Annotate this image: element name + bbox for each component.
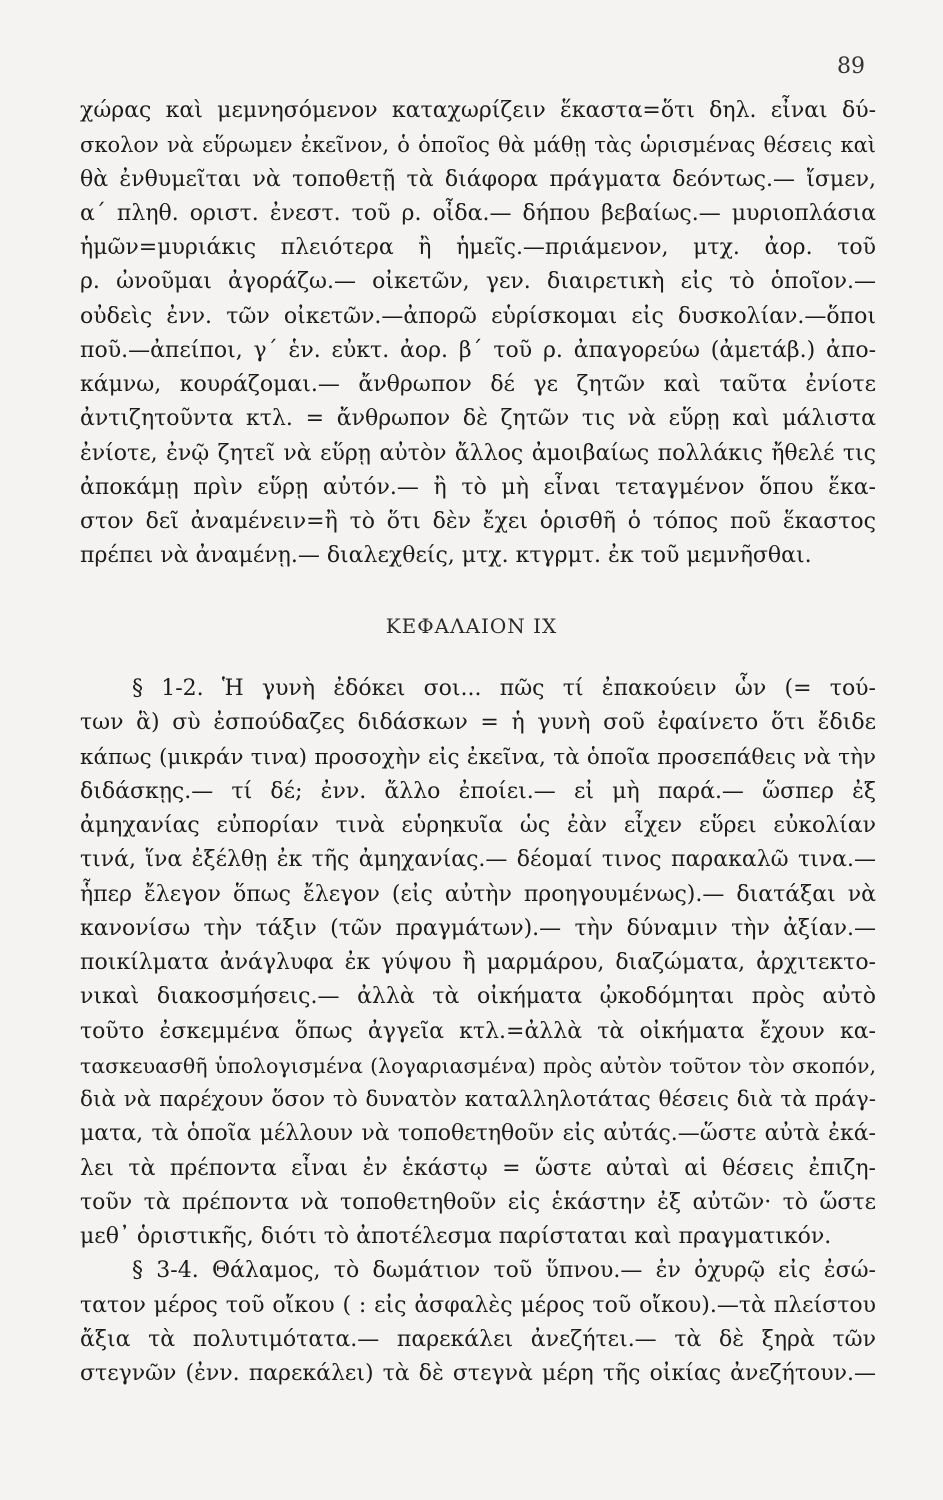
text-line: μεθ᾽ ὁριστικῆς, διότι τὸ ἀποτέλεσμα παρίσταται καὶ πραγματικόν. (80, 1224, 832, 1249)
text-line: ἀντιζητοῦντα κτλ. = ἄνθρωπον δὲ ζητῶν τις νὰ εὕρῃ καὶ μάλιστα (80, 406, 876, 432)
page-number: 89 (837, 54, 865, 79)
text-line: διὰ νὰ παρέχουν ὅσον τὸ δυνατὸν καταλληλοτάτας θέσεις διὰ τὰ πράγ- (80, 1087, 876, 1112)
text-line: § 3-4. Θάλαμος, τὸ δωμάτιον τοῦ ὕπνου.— ἐν ὀχυρῷ εἰς ἐσώ- (132, 1258, 876, 1284)
text-line: ἧπερ ἔλεγον ὅπως ἔλεγον (εἰς αὐτὴν προηγουμένως).— διατάξαι νὰ (80, 881, 876, 907)
text-line: πρέπει νὰ ἀναμένῃ.— διαλεχθείς, μτχ. κτγρμτ. ἐκ τοῦ μεμνῆσθαι. (80, 543, 812, 569)
text-line: κάπως (μικράν τινα) προσοχὴν εἰς ἐκεῖνα, τὰ ὁποῖα προσεπάθεις νὰ τὴν (80, 744, 876, 770)
text-line: τοῦν τὰ πρέποντα νὰ τοποθετηθοῦν εἰς ἑκάστην ἐξ αὐτῶν· τὸ ὥστε (80, 1189, 876, 1215)
text-line: τατον μέρος τοῦ οἴκου ( : εἰς ἀσφαλὲς μέρος τοῦ οἴκου).—τὰ πλείστου (80, 1292, 876, 1318)
text-line: ποῦ.—ἀπείποι, γ΄ ἑν. εὐκτ. ἀορ. β΄ τοῦ ρ. ἀπαγορεύω (ἀμετάβ.) ἀπο- (80, 337, 876, 363)
text-line: ποικίλματα ἀνάγλυφα ἐκ γύψου ἢ μαρμάρου, διαζώματα, ἀρχιτεκτο- (80, 950, 876, 975)
text-line: στον δεῖ ἀναμένειν=ἢ τὸ ὅτι δὲν ἔχει ὁρισθῆ ὁ τόπος ποῦ ἕκαστος (80, 509, 876, 534)
commentary-block-1 (80, 94, 876, 574)
text-line: των ἃ) σὺ ἐσπούδαζες διδάσκων = ἡ γυνὴ σοῦ ἐφαίνετο ὅτι ἔδιδε (80, 710, 876, 736)
text-line: χώρας καὶ μεμνησόμενον καταχωρίζειν ἕκαστα=ὅτι δηλ. εἶναι δύ- (80, 98, 876, 123)
text-line: θὰ ἐνθυμεῖται νὰ τοποθετῇ τὰ διάφορα πράγματα δεόντως.— ἴσμεν, (80, 166, 876, 192)
text-line: σκολον νὰ εὕρωμεν ἐκεῖνον, ὁ ὁποῖος θὰ μάθῃ τὰς ὡρισμένας θέσεις καὶ (80, 133, 876, 158)
text-line: ἡμῶν=μυριάκις πλειότερα ἢ ἡμεῖς.—πριάμενον, μτχ. ἀορ. τοῦ (80, 235, 876, 260)
text-line: α΄ πληθ. οριστ. ἐνεστ. τοῦ ρ. οἶδα.— δήπου βεβαίως.— μυριοπλάσια (80, 200, 876, 226)
text-line: κανονίσω τὴν τάξιν (τῶν πραγμάτων).— τὴν δύναμιν τὴν ἀξίαν.— (80, 915, 876, 941)
text-line: τοῦτο ἐσκεμμένα ὅπως ἀγγεῖα κτλ.=ἀλλὰ τὰ οἰκήματα ἔχουν κα- (80, 1018, 876, 1044)
text-line: τασκευασθῆ ὑπολογισμένα (λογαριασμένα) πρὸς αὐτὸν τοῦτον τὸν σκοπόν, (80, 1053, 876, 1078)
text-line: λει τὰ πρέποντα εἶναι ἐν ἑκάστῳ = ὥστε αὐταὶ αἱ θέσεις ἐπιζη- (80, 1155, 876, 1181)
text-line: κάμνω, κουράζομαι.— ἄνθρωπον δέ γε ζητῶν καὶ ταῦτα ἐνίοτε (80, 372, 876, 397)
text-line: ρ. ὠνοῦμαι ἀγοράζω.— οἰκετῶν, γεν. διαιρετικὴ εἰς τὸ ὁποῖον.— (80, 269, 876, 295)
text-line: τινά, ἵνα ἐξέλθῃ ἐκ τῆς ἀμηχανίας.— δέομαί τινος παρακαλῶ τινα.— (80, 847, 876, 873)
text-line: διδάσκῃς.— τί δέ; ἐνν. ἄλλο ἐποίει.— εἰ μὴ παρά.— ὥσπερ ἐξ (80, 778, 876, 804)
text-line: ἀποκάμῃ πρὶν εὕρῃ αὐτόν.— ἢ τὸ μὴ εἶναι τεταγμένον ὅπου ἕκα- (80, 474, 876, 500)
text-line: ἄξια τὰ πολυτιμότατα.— παρεκάλει ἀνεζήτει.— τὰ δὲ ξηρὰ τῶν (80, 1326, 876, 1352)
text-line: ματα, τὰ ὁποῖα μέλλουν νὰ τοποθετηθοῦν εἰς αὐτάς.—ὥστε αὐτὰ ἐκά- (80, 1121, 876, 1147)
text-line: νικαὶ διακοσμήσεις.— ἀλλὰ τὰ οἰκήματα ᾠκοδόμηται πρὸς αὐτὸ (80, 984, 876, 1010)
text-line: § 1-2. Ἡ γυνὴ ἐδόκει σοι... πῶς τί ἐπακούειν ὧν (= τού- (132, 676, 876, 701)
chapter-heading: ΚΕΦΑΛΑΙΟΝ ΙΧ (385, 614, 558, 638)
text-line: ἀμηχανίας εὐπορίαν τινὰ εὑρηκυῖα ὡς ἐὰν εἶχεν εὕρει εὐκολίαν (80, 813, 876, 838)
text-line: οὐδεὶς ἐνν. τῶν οἰκετῶν.—ἀπορῶ εὑρίσκομαι εἰς δυσκολίαν.—ὅποι (80, 303, 876, 329)
commentary-block-2 (80, 672, 876, 1391)
text-line: ἐνίοτε, ἐνῷ ζητεῖ νὰ εὕρῃ αὐτὸν ἄλλος ἀμοιβαίως πολλάκις ἤθελέ τις (80, 440, 876, 466)
text-line: στεγνῶν (ἐνν. παρεκάλει) τὰ δὲ στεγνὰ μέρη τῆς οἰκίας ἀνεζήτουν.— (80, 1361, 876, 1386)
